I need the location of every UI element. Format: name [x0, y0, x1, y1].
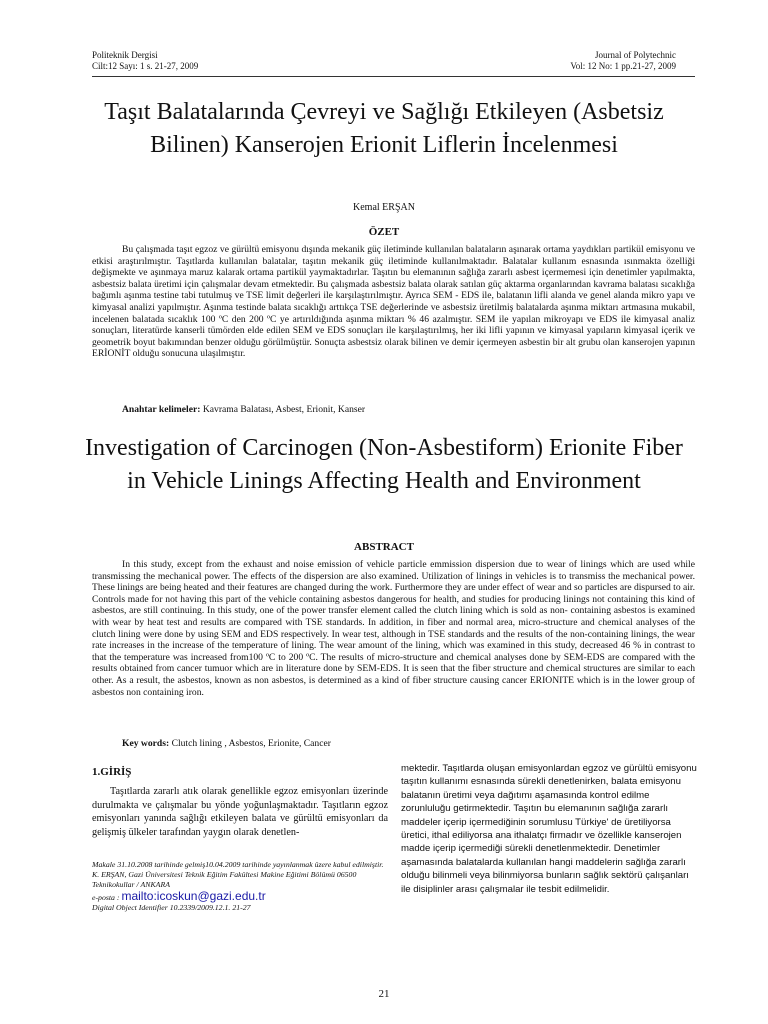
footnote-received: Makale 31.10.2008 tarihinde gelmiş10.04.2009 tarihinde yayınlanmak üzere kabul edilmiştir. [92, 860, 384, 869]
ozet-text: Bu çalışmada taşıt egzoz ve gürültü emisyonu dışında mekanik güç iletiminde kullanılan balataların aşınarak ortama yaydıkları partikül emisyonu ve etkisi araştırılmıştır. Taşıtlarda kullanılan balatalar, taşıtın mekanik güç iletiminde kullanılmaktadır. Balatalar kullanım esnasında ısınmakta özelliği değişmekte ve aşınmaya maruz kalarak ortama partikül yaymaktadırlar. Taşıtın bu elemanının sağlığa zararlı asbest içermemesi için denetimler yapılmakta, asbestsiz balata üretimi için çalışmalar devam etmektedir. Bu çalışmada asbestsiz balata olarak satılan güç aktarma organlarından kavrama balatası sıcaklığa bağımlı aşınma testine tabi tutulmuş ve TSE limit değerleri ile karşılaştırılmıştır. Ayrıca SEM - EDS ile, balatanın lifli alanda ve genel alanda mikro yapı ve kimyasal analizi yapılmıştır. Aşınma testinde balata sıcaklığı arttıkça TSE değerlerinde ve asbestsiz üretilmiş balatalarda aşınma miktarı artmasına mukabil, incelenen balatada sıcaklık 100 ºC den 200 ºC ye artırıldığında aşınma miktarı % 46 azalmıştır. SEM ile yapılan mikroyapı ve EDS ile kimyasal analiz sonuçları, literatürde kanserli tümörden elde edilen SEM ve EDS sonuçları ile karşılaştırılmış, her iki lifli yapının ve kimyasal yapıların kimyasal içerik ve geometrik boyut bakımından benzer olduğu görülmüştür. Sonuçta asbestsiz olarak bilinen ve demir içermeyen asbestin bir alt grubu olan kanserojen yapının ERİONİT olduğu sonucuna ulaşılmıştır. [92, 244, 695, 360]
ozet-keywords-list: Kavrama Balatası, Asbest, Erionit, Kanser [200, 404, 366, 415]
footnote-email-line [92, 888, 388, 903]
journal-header-right [570, 50, 676, 72]
ozet-keywords [122, 404, 365, 415]
abstract-heading: ABSTRACT [354, 541, 414, 553]
abstract-keywords-label: Key words: [122, 738, 170, 749]
footnote [92, 860, 388, 913]
footnote-affiliation: K. ERŞAN, Gazi Üniversitesi Teknik Eğitim Fakültesi Makine Eğitimi Bölümü 06500 Teknikokullar / ANKARA [92, 870, 357, 890]
email-label: e-posta : [92, 892, 122, 902]
ozet-keywords-label: Anahtar kelimeler: [122, 404, 201, 415]
journal-name-en: Journal of Polytechnic [595, 50, 676, 60]
abstract-keywords [122, 738, 331, 749]
paper-title-tr: Taşıt Balatalarında Çevreyi ve Sağlığı Etkileyen (Asbetsiz Bilinen) Kanserojen Erionit Liflerin İncelenmesi [104, 99, 664, 158]
intro-right-text: mektedir. Taşıtlarda oluşan emisyonlardan egzoz ve gürültü emisyonu taşıtın kullanımı esnasında sürekli denetlenirken, balata emisyonu balatanın üretimi veya dağıtımı aşamasında kontrol edilme zorunluluğu getirmektedir. Taşıtın bu elemanının sağlığa zararlı maddeler içerip içermediğinin sorumlusu Türkiye' de üretiliyorsa üretici, ithal ediliyorsa ana ithalatçı firmadır ve özellikle kanserojen madde içerip içermediği sürekli denetlenmektedir. Denetimler aşamasında balatalarda kullanılan hangi maddelerin sağlığa zararlı olduğu bilinmeli veya bilinmiyorsa bunların sağlık sektörü çalışanları ile disiplinler arası çalışmalar ile tesbit edilmelidir. [401, 763, 697, 895]
page-number: 21 [378, 988, 390, 1000]
abstract-keywords-list: Clutch lining , Asbestos, Erionite, Cancer [169, 738, 331, 749]
paper-title-en: Investigation of Carcinogen (Non-Asbestiform) Erionite Fiber in Vehicle Linings Affecting Health and Environment [85, 435, 683, 494]
journal-volume-tr: Cilt:12 Sayı: 1 s. 21-27, 2009 [92, 61, 199, 71]
journal-header-left [92, 50, 198, 72]
intro-left-text: Taşıtlarda zararlı atık olarak genellikle egzoz emisyonları üzerinde durulmakta ve çalışmalar bu yönde yoğunlaşmaktadır. Taşıtların egzoz emisyonları yanında sağlığı etkileyen balata ve gürültü emisyonları da gelişmiş ülkeler tarafından yaygın olarak denetlen- [92, 786, 388, 838]
section-heading-giris: 1.GİRİŞ [92, 766, 132, 778]
journal-volume-en: Vol: 12 No: 1 pp.21-27, 2009 [570, 61, 676, 71]
right-column [401, 762, 697, 896]
ozet-heading: ÖZET [368, 226, 400, 238]
author-name: Kemal ERŞAN [353, 202, 415, 213]
header-rule [92, 76, 695, 77]
email-link[interactable]: mailto:icoskun@gazi.edu.tr [121, 888, 266, 903]
footnote-doi: Digital Object Identifier 10.2339/2009.12.1. 21-27 [92, 902, 251, 912]
journal-name-tr: Politeknik Dergisi [92, 50, 158, 60]
abstract-text: In this study, except from the exhaust and noise emission of vehicle particle emmission dispersion due to wear of linings which are used while transmissing the mechanical power. The effects of the dispersion are also examined. Utilization of linings in vehicles is to transmiss the mechanical power. These linings are being heated and their features are changed during the work. Furthermore they are under effect of wear and so particles are dispursed to air. Controls made for not having this part of the vehicle containing asbestos dangerous for health, and studies for producing linings not containing this kind of asbestos, are still continuing. In this study, one of the power transfer element called the clutch lining which is sold as non- containing asbestos is examined with wear by heat test and results are compared with TSE standards. In addition, in fiber and normal area, micro-structure and chemical analyses of the clutch lining were done by using SEM and EDS respectively. In wear test, although in TSE standards and the results of the non-containing linings, the wear rate increases in the increase of the temperature of lining. The wear amount of the lining, which was examined in this study, decreased 46 % in contrast to that the temperature was increased from100 ºC to 200 ºC. The results of micro-structure and chemical analyses done by SEM-EDS are compared with the results obtained from cancer tumuor which are in literature done by SEM-EDS. It is seen that the fiber structure and chemical structures are similar to each other. As a result, the asbestos, known as non asbestos, is determined as a kind of fiber structure causing cancer ERIONITE which is in the lower group of asbestos non containing iron. [92, 559, 695, 698]
left-column [92, 762, 388, 839]
